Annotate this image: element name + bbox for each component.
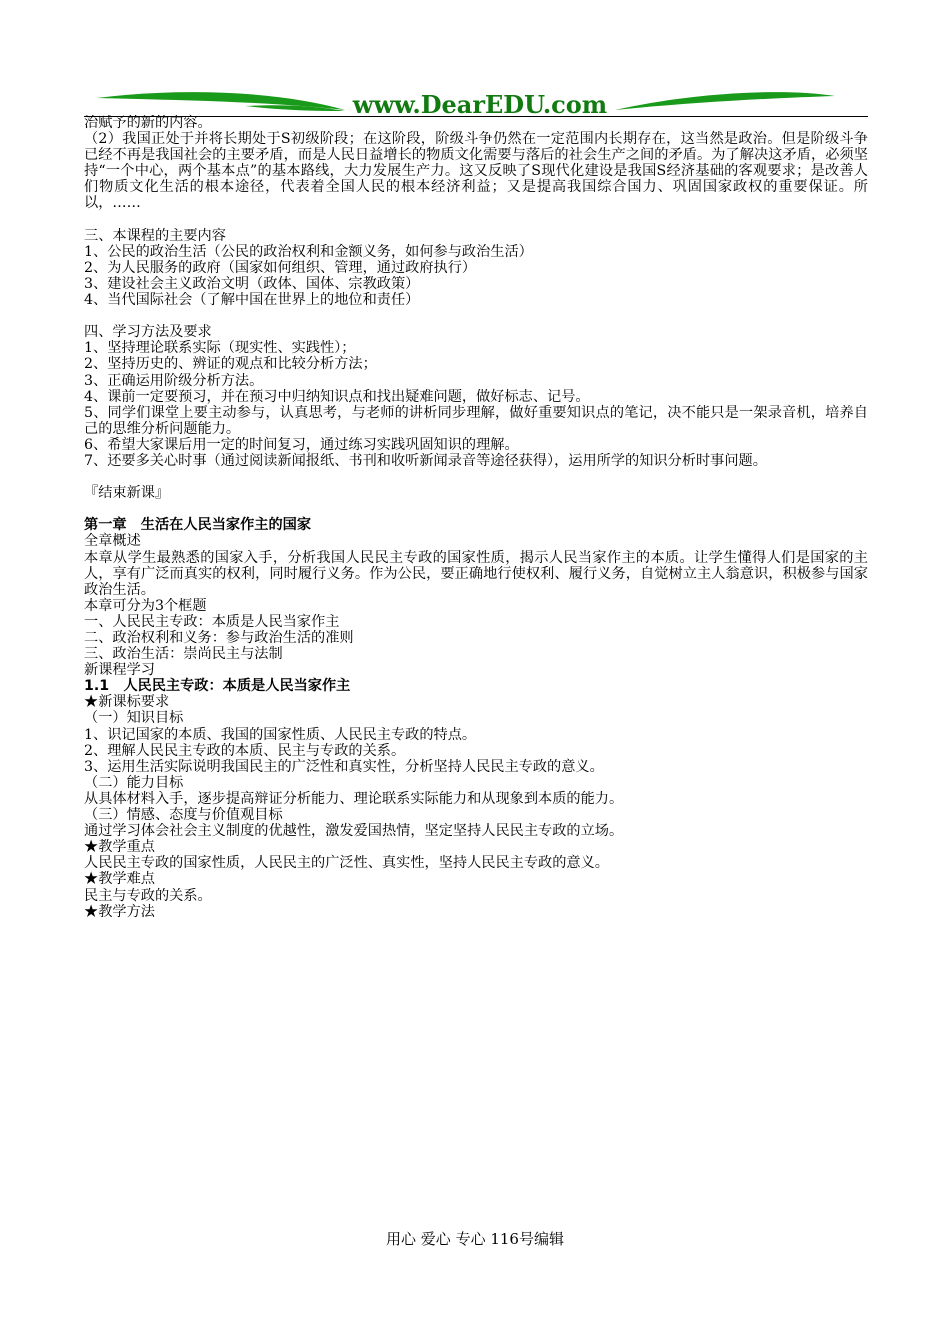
logo-right-swoosh (615, 92, 835, 110)
paragraph: 新课程学习 (84, 662, 155, 679)
paragraph: （2）我国正处于并将长期处于S初级阶段；在这阶段，阶级斗争仍然在一定范围内长期存在，这当然是政治。但是阶级斗争已经不再是我国社会的主要矛盾，而是人民日益增长的物质文化需要与落后的社会生产之间的矛盾。为了解决这矛盾，必须坚持“一个中心，两个基本点”的基本路线，大力发展生产力。这又反映了S现代化建设是我国S经济基础的客观要求；是改善人们物质文化生活的根本途径，代表着全国人民的根本经济利益；又是提高我国综合国力、巩固国家政权的重要保证。所以，…… (84, 131, 868, 212)
document-body (84, 115, 868, 920)
paragraph: 全章概述 (84, 533, 141, 550)
paragraph: 3、正确运用阶级分析方法。 (84, 372, 264, 389)
paragraph: （三）情感、态度与价值观目标 (84, 807, 283, 824)
paragraph: 从具体材料入手，逐步提高辩证分析能力、理论联系实际能力和从现象到本质的能力。 (84, 790, 624, 807)
paragraph: （一）知识目标 (84, 710, 184, 727)
paragraph: 本章从学生最熟悉的国家入手，分析我国人民民主专政的国家性质，揭示人民当家作主的本质。让学生懂得人们是国家的主人，享有广泛而真实的权利，同时履行义务。作为公民，要正确地行使权利、履行义务，自觉树立主人翁意识，积极参与国家政治生活。 (84, 549, 868, 598)
paragraph: 三、本课程的主要内容 (84, 227, 226, 244)
paragraph: 本章可分为3个框题 (84, 597, 207, 614)
paragraph: 4、课前一定要预习，并在预习中归纳知识点和找出疑难问题，做好标志、记号。 (84, 388, 590, 405)
paragraph: 二、政治权利和义务：参与政治生活的准则 (84, 630, 354, 646)
page-footer: 用心 爱心 专心 116号编辑 (386, 1230, 564, 1248)
blank-line (84, 308, 868, 324)
paragraph: ★新课标要求 (84, 694, 170, 711)
paragraph: 四、学习方法及要求 (84, 324, 212, 341)
paragraph: ★教学方法 (84, 903, 155, 920)
section-heading: 1.1 人民民主专政：本质是人民当家作主 (84, 678, 351, 695)
logo-text: www.DearEDU.com (352, 90, 608, 119)
section-heading: 第一章 生活在人民当家作主的国家 (84, 517, 312, 534)
paragraph: 2、坚持历史的、辨证的观点和比较分析方法； (84, 356, 377, 373)
paragraph: 3、建设社会主义政治文明（政体、国体、宗教政策） (84, 275, 420, 292)
paragraph: 一、人民民主专政：本质是人民当家作主 (84, 613, 340, 630)
paragraph: 1、坚持理论联系实际（现实性、实践性）； (84, 340, 356, 357)
paragraph: 3、运用生活实际说明我国民主的广泛性和真实性，分析坚持人民民主专政的意义。 (84, 758, 604, 775)
paragraph: 民主与专政的关系。 (84, 887, 212, 904)
paragraph: 2、理解人民民主专政的本质、民主与专政的关系。 (84, 742, 406, 759)
paragraph: 2、为人民服务的政府（国家如何组织、管理，通过政府执行） (84, 259, 477, 276)
paragraph: 人民民主专政的国家性质，人民民主的广泛性、真实性，坚持人民民主专政的意义。 (84, 855, 609, 872)
paragraph: 4、当代国际社会（了解中国在世界上的地位和责任） (84, 292, 420, 309)
blank-line (84, 501, 868, 517)
paragraph: ★教学重点 (84, 839, 155, 856)
paragraph: 1、识记国家的本质、我国的国家性质、人民民主专政的特点。 (84, 726, 477, 743)
paragraph: 5、同学们课堂上要主动参与，认真思考，与老师的讲析同步理解，做好重要知识点的笔记，决不能只是一架录音机，培养自己的思维分析问题能力。 (84, 404, 868, 437)
paragraph: （二）能力目标 (84, 774, 184, 791)
paragraph: 7、还要多关心时事（通过阅读新闻报纸、书刊和收听新闻录音等途径获得），运用所学的知识分析时事问题。 (84, 452, 767, 469)
paragraph: 1、公民的政治生活（公民的政治权利和金额义务，如何参与政治生活） (84, 243, 533, 260)
blank-line (84, 469, 868, 485)
paragraph: 治赋予的新的内容。 (84, 115, 212, 131)
paragraph: ★教学难点 (84, 871, 155, 888)
paragraph: 『结束新课』 (84, 485, 170, 502)
paragraph: 6、希望大家课后用一定的时间复习，通过练习实践巩固知识的理解。 (84, 436, 519, 453)
paragraph: 通过学习体会社会主义制度的优越性，激发爱国热情，坚定坚持人民民主专政的立场。 (84, 823, 624, 840)
paragraph: 三、政治生活：崇尚民主与法制 (84, 646, 283, 663)
blank-line (84, 212, 868, 228)
